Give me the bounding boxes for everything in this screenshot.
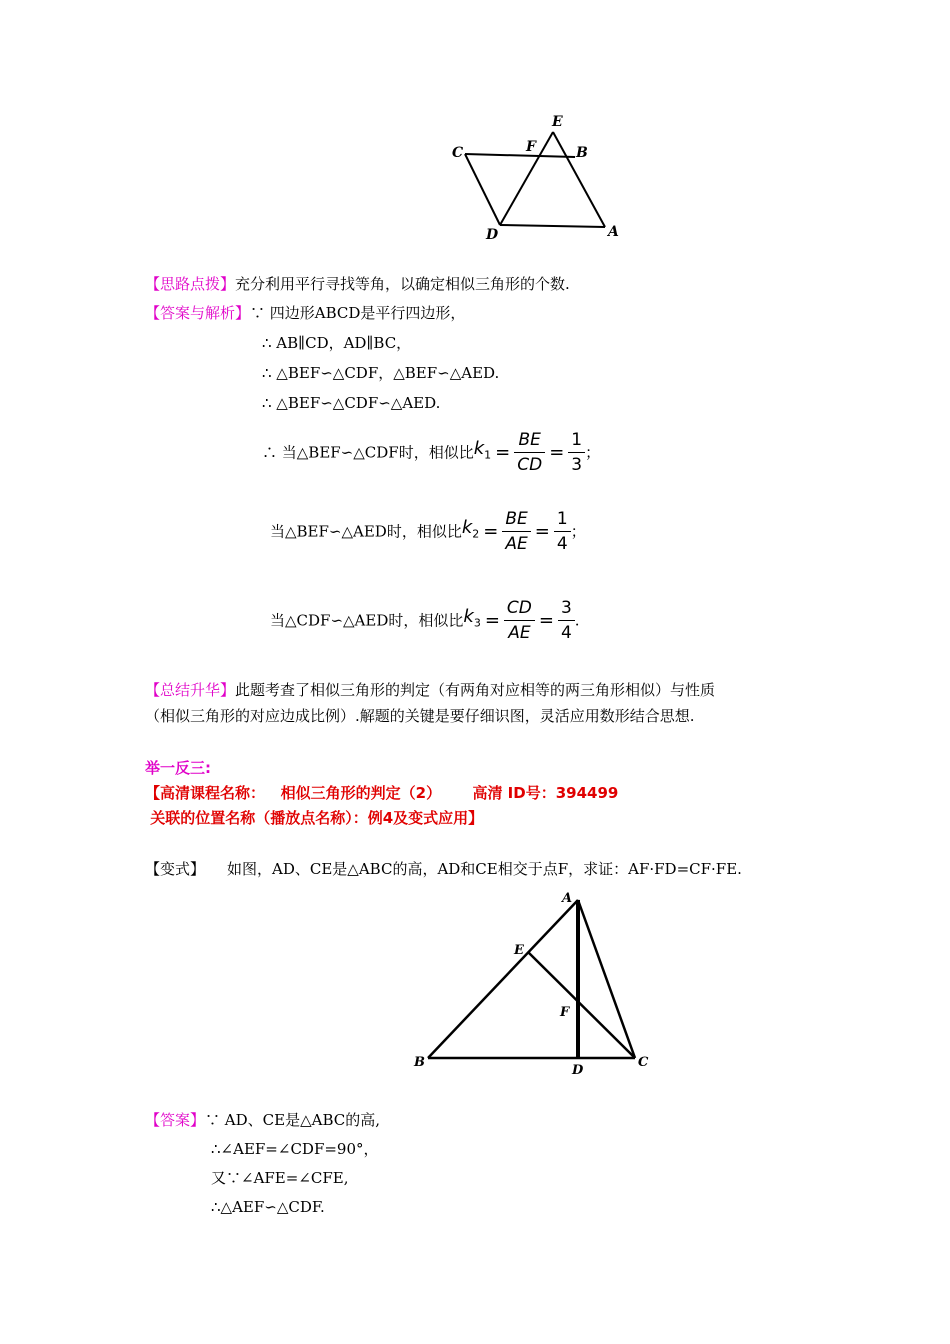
summary-tag: 【总结升华】 xyxy=(145,681,236,699)
segment-da xyxy=(500,225,605,227)
answer2-line-4: ∴△AEF∽△CDF. xyxy=(211,1198,325,1216)
answer2-line-3: 又∵∠AFE=∠CFE, xyxy=(211,1169,349,1187)
ratio2-eq2: = xyxy=(534,520,550,542)
answer2-line-1 xyxy=(145,1110,380,1130)
ratio-line-1 xyxy=(262,428,600,477)
ratio2-fraction: $\frac{BE}{AE}$ xyxy=(502,507,530,556)
ratio2-eq1: = xyxy=(483,520,499,542)
label-d: D xyxy=(486,227,499,243)
summary-line-2: （相似三角形的对应边成比例）.解题的关键是要仔细识图，灵活应用数形结合思想. xyxy=(145,707,695,725)
answer-line-1 xyxy=(145,303,465,323)
ratio3-eq1: = xyxy=(484,609,500,631)
answer2-tag: 【答案】 xyxy=(145,1111,206,1129)
label-f2: F xyxy=(560,1005,570,1020)
label-a: A xyxy=(608,224,619,240)
ratio2-suffix: ； xyxy=(570,522,586,541)
segment-cd xyxy=(465,154,500,225)
variant-tag: 【变式】 xyxy=(145,860,206,878)
ratio-line-2 xyxy=(270,507,586,556)
ratio3-fraction: $\frac{CD}{AE}$ xyxy=(504,596,535,645)
triangle-figure xyxy=(410,888,660,1083)
variant-text: 如图，AD、CE是△ABC的高，AD和CE相交于点F，求证：AF·FD=CF·FE. xyxy=(227,860,742,878)
ratio1-eq2: = xyxy=(549,441,565,463)
variant-line xyxy=(145,859,742,879)
ratio1-suffix: ； xyxy=(585,443,601,462)
ratio1-value: $\frac{1}{3}$ xyxy=(568,428,585,477)
answer2-line-2: ∴∠AEF=∠CDF=90°， xyxy=(211,1140,379,1158)
label-b: B xyxy=(576,145,588,161)
label-e: E xyxy=(552,114,563,130)
label-b2: B xyxy=(414,1055,425,1070)
answer-text-1: ∵ 四边形ABCD是平行四边形， xyxy=(250,304,466,322)
label-c: C xyxy=(452,145,464,161)
hint-line xyxy=(145,274,570,294)
answer-line-3: ∴ △BEF∽△CDF，△BEF∽△AED. xyxy=(262,364,500,382)
ratio2-k: $k_2$ xyxy=(461,517,480,541)
ratio3-suffix: . xyxy=(574,611,580,630)
summary-text-1: 此题考查了相似三角形的判定（有两角对应相等的两三角形相似）与性质 xyxy=(235,681,716,699)
segment-ce xyxy=(528,952,635,1058)
label-f: F xyxy=(526,139,536,155)
answer2-text-1: ∵ AD、CE是△ABC的高, xyxy=(205,1111,380,1129)
ratio3-value: $\frac{3}{4}$ xyxy=(558,596,575,645)
answer-tag: 【答案与解析】 xyxy=(145,304,251,322)
ratio1-fraction: $\frac{BE}{CD}$ xyxy=(514,428,545,477)
ratio3-prefix: 当△CDF∽△AED时，相似比 xyxy=(270,611,464,630)
ratio1-eq1: = xyxy=(495,441,511,463)
ratio2-value: $\frac{1}{4}$ xyxy=(554,507,571,556)
ratio1-prefix: ∴ 当△BEF∽△CDF时，相似比 xyxy=(262,443,474,462)
label-c2: C xyxy=(638,1055,649,1070)
parallelogram-figure xyxy=(440,105,640,245)
summary-line-1 xyxy=(145,680,715,700)
ratio3-k: $k_3$ xyxy=(463,606,481,630)
hint-text: 充分利用平行寻找等角，以确定相似三角形的个数. xyxy=(235,275,570,293)
label-d2: D xyxy=(572,1063,584,1078)
practice-title: 举一反三: xyxy=(145,759,211,777)
label-a2: A xyxy=(562,891,573,906)
course-line: 【高清课程名称： 相似三角形的判定（2） 高清 ID号：394499 xyxy=(145,784,619,802)
segment-cb xyxy=(465,154,575,157)
label-e2: E xyxy=(514,943,524,958)
ratio-line-3 xyxy=(270,596,580,645)
position-line: 关联的位置名称（播放点名称）：例4及变式应用】 xyxy=(145,809,484,827)
ratio3-eq2: = xyxy=(538,609,554,631)
ratio1-k: $k_1$ xyxy=(473,438,492,462)
hint-tag: 【思路点拨】 xyxy=(145,275,236,293)
ratio2-prefix: 当△BEF∽△AED时，相似比 xyxy=(270,522,462,541)
answer-line-2: ∴ AB∥CD，AD∥BC， xyxy=(262,334,412,352)
answer-line-4: ∴ △BEF∽△CDF∽△AED. xyxy=(262,394,441,412)
segment-ac xyxy=(578,900,635,1058)
